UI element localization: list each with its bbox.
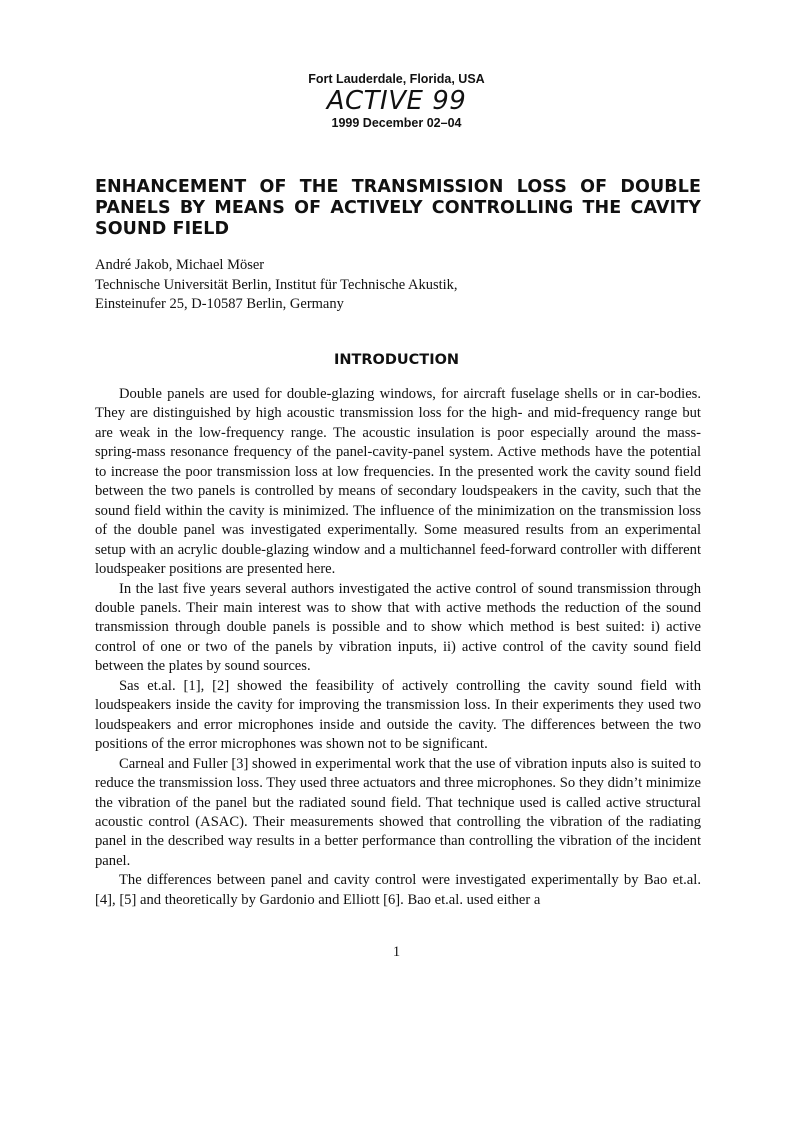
paragraph: Double panels are used for double-glazing windows, for aircraft fuselage shells or in car-bodies. They are distinguished by high acoustic transmission loss for the high- and mid-frequency range but are weak in the low-frequency range. The acoustic insulation is poor especially around the mass-spring-mass resonance frequency of the panel-cavity-panel system. Active methods have the potential to increase the poor transmission loss at low frequencies. In the presented work the cavity sound field between the two panels is controlled by means of secondary loudspeakers in the cavity, such that the sound field within the cavity is minimized. The influence of the minimization on the transmission loss of the double panel was investigated experimentally. Some measured results from an experimental setup with an acrylic double-glazing window and a multichannel feed-forward controller with different loudspeaker positions are presented here. xyxy=(95,386,701,578)
paragraph: Sas et.al. [1], [2] showed the feasibility of actively controlling the cavity sound field with loudspeakers inside the cavity for improving the transmission loss. In their experiments they used two loudspeakers and error microphones inside and outside the cavity. The differences between the two positions of the error microphones was shown not to be significant. xyxy=(95,677,701,753)
conference-location: Fort Lauderdale, Florida, USA xyxy=(308,72,485,86)
affiliation-line-1: Technische Universität Berlin, Institut für Technische Akustik, xyxy=(95,276,458,293)
affiliation-line-2: Einsteinufer 25, D-10587 Berlin, Germany xyxy=(95,296,344,312)
paragraph: In the last five years several authors investigated the active control of sound transmission through double panels. Their main interest was to show that with active methods the reduction of the sound transmission through double panels is possible and to show which method is best suited: i) active control of one or two of the panels by vibration inputs, ii) active control of the cavity sound field between the plates by sound sources. xyxy=(95,580,701,675)
body-text xyxy=(95,385,701,910)
paragraph: The differences between panel and cavity control were investigated experimentally by Bao et.al. [4], [5] and theoretically by Gardonio and Elliott [6]. Bao et.al. used either a xyxy=(95,872,701,908)
paragraph: Carneal and Fuller [3] showed in experimental work that the use of vibration inputs also is suited to reduce the transmission loss. They used three actuators and three microphones. So they didn’t minimize the vibration of the panel but the radiated sound field. That technique used is called active structural acoustic control (ASAC). Their measurements showed that controlling the vibration of the radiating panel in the described way results in a better performance than controlling the vibration of the incident panel. xyxy=(95,755,701,869)
paper-title: ENHANCEMENT OF THE TRANSMISSION LOSS OF DOUBLE PANELS BY MEANS OF ACTIVELY CONTROLLING THE CAVITY SOUND FIELD xyxy=(95,177,701,239)
conference-header xyxy=(0,71,793,131)
conference-name: ACTIVE 99 xyxy=(326,86,467,116)
section-heading: INTRODUCTION xyxy=(333,352,460,368)
conference-date: 1999 December 02–04 xyxy=(331,116,462,130)
page-number: 1 xyxy=(392,944,401,960)
author-names: André Jakob, Michael Möser xyxy=(95,257,265,273)
author-block xyxy=(95,256,701,315)
